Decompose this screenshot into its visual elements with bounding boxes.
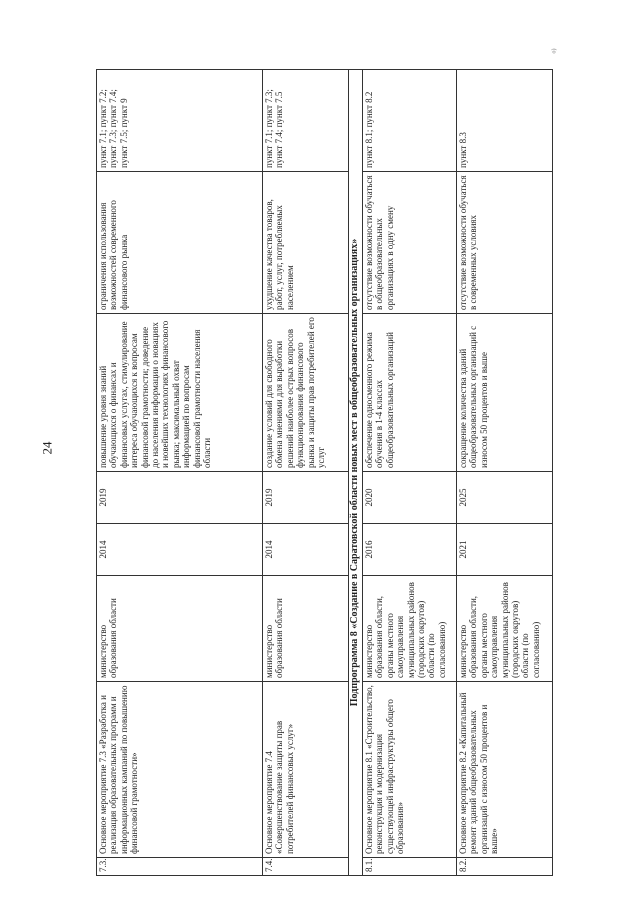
link-cell: пункт 7.1; пункт 7.3; пункт 7.4; пункт 7.5	[263, 70, 349, 172]
executor-cell: министерство образования области	[263, 576, 349, 682]
executor-cell: министерство образования области, органы местного самоуправления муниципальных районов (городских округов) области (по согласованию)	[363, 576, 457, 682]
consequence-cell: отсутствие возможности обучаться в общеобразовательных организациях в одну смену	[363, 172, 457, 314]
event-cell: Основное мероприятие 8.1 «Строительство, реконструкция и модернизация существующей инфраструктуры общего образования»	[363, 682, 457, 858]
row-number: 7.3.	[97, 858, 263, 876]
start-year-cell: 2016	[363, 524, 457, 576]
consequence-cell: ухудшение качества товаров, работ, услуг, потребляемых населением	[263, 172, 349, 314]
end-year-cell: 2019	[263, 472, 349, 524]
page-number: 24	[39, 441, 55, 455]
subprogram-row	[349, 70, 363, 876]
start-year-cell: 2014	[97, 524, 263, 576]
result-cell: обеспечение односменного режима обучения в 1-4 классах общеобразовательных организаций	[363, 314, 457, 472]
event-cell: Основное мероприятие 8.2 «Капитальный ремонт зданий общеобразовательных организаций с износом 50 процентов и выше»	[457, 682, 553, 858]
table-row	[263, 70, 349, 876]
measures-table	[96, 69, 553, 876]
row-number: 8.1.	[363, 858, 457, 876]
link-cell: пункт 7.1; пункт 7.2; пункт 7.3; пункт 7.4; пункт 7.5; пункт 9	[97, 70, 263, 172]
consequence-cell: ограничения использования возможностей современного финансового рынка	[97, 172, 263, 314]
table-row	[97, 70, 263, 876]
consequence-cell: отсутствие возможности обучаться в современных условиях	[457, 172, 553, 314]
result-cell: повышение уровня знаний обучающихся о финансах и финансовых услугах, стимулирование интереса обучающихся к вопросам финансовой грамотности; доведение до населения информации о новациях и новейших технологиях финансового рынка; максимальный охват информацией по вопросам финансовой грамотности населения области	[97, 314, 263, 472]
table-row	[363, 70, 457, 876]
table-row	[457, 70, 553, 876]
row-number: 8.2.	[457, 858, 553, 876]
rotated-table-wrapper	[96, 70, 554, 876]
start-year-cell: 2021	[457, 524, 553, 576]
link-cell: пункт 8.3	[457, 70, 553, 172]
edge-mark: о)	[551, 48, 558, 54]
subprogram-heading: Подпрограмма 8 «Создание в Саратовской области новых мест в общеобразовательных организациях»	[349, 70, 363, 876]
link-cell: пункт 8.1; пункт 8.2	[363, 70, 457, 172]
result-cell: создание условий для свободного обмена мнениями для выработки решений наиболее острых вопросов функционирования финансового рынка и защиты прав потребителей его услуг	[263, 314, 349, 472]
executor-cell: министерство образования области	[97, 576, 263, 682]
row-number: 7.4.	[263, 858, 349, 876]
end-year-cell: 2020	[363, 472, 457, 524]
end-year-cell: 2019	[97, 472, 263, 524]
event-cell: Основное мероприятие 7.3 «Разработка и реализация образовательных программ и информационных кампаний по повышению финансовой грамотности»	[97, 682, 263, 858]
result-cell: сокращение количества зданий общеобразовательных организаций с износом 50 процентов и выше	[457, 314, 553, 472]
executor-cell: министерство образования области, органы местного самоуправления муниципальных районов (городских округов) области (по согласованию)	[457, 576, 553, 682]
start-year-cell: 2014	[263, 524, 349, 576]
event-cell: Основное мероприятие 7.4 «Совершенствование защиты прав потребителей финансовых услуг»	[263, 682, 349, 858]
end-year-cell: 2025	[457, 472, 553, 524]
